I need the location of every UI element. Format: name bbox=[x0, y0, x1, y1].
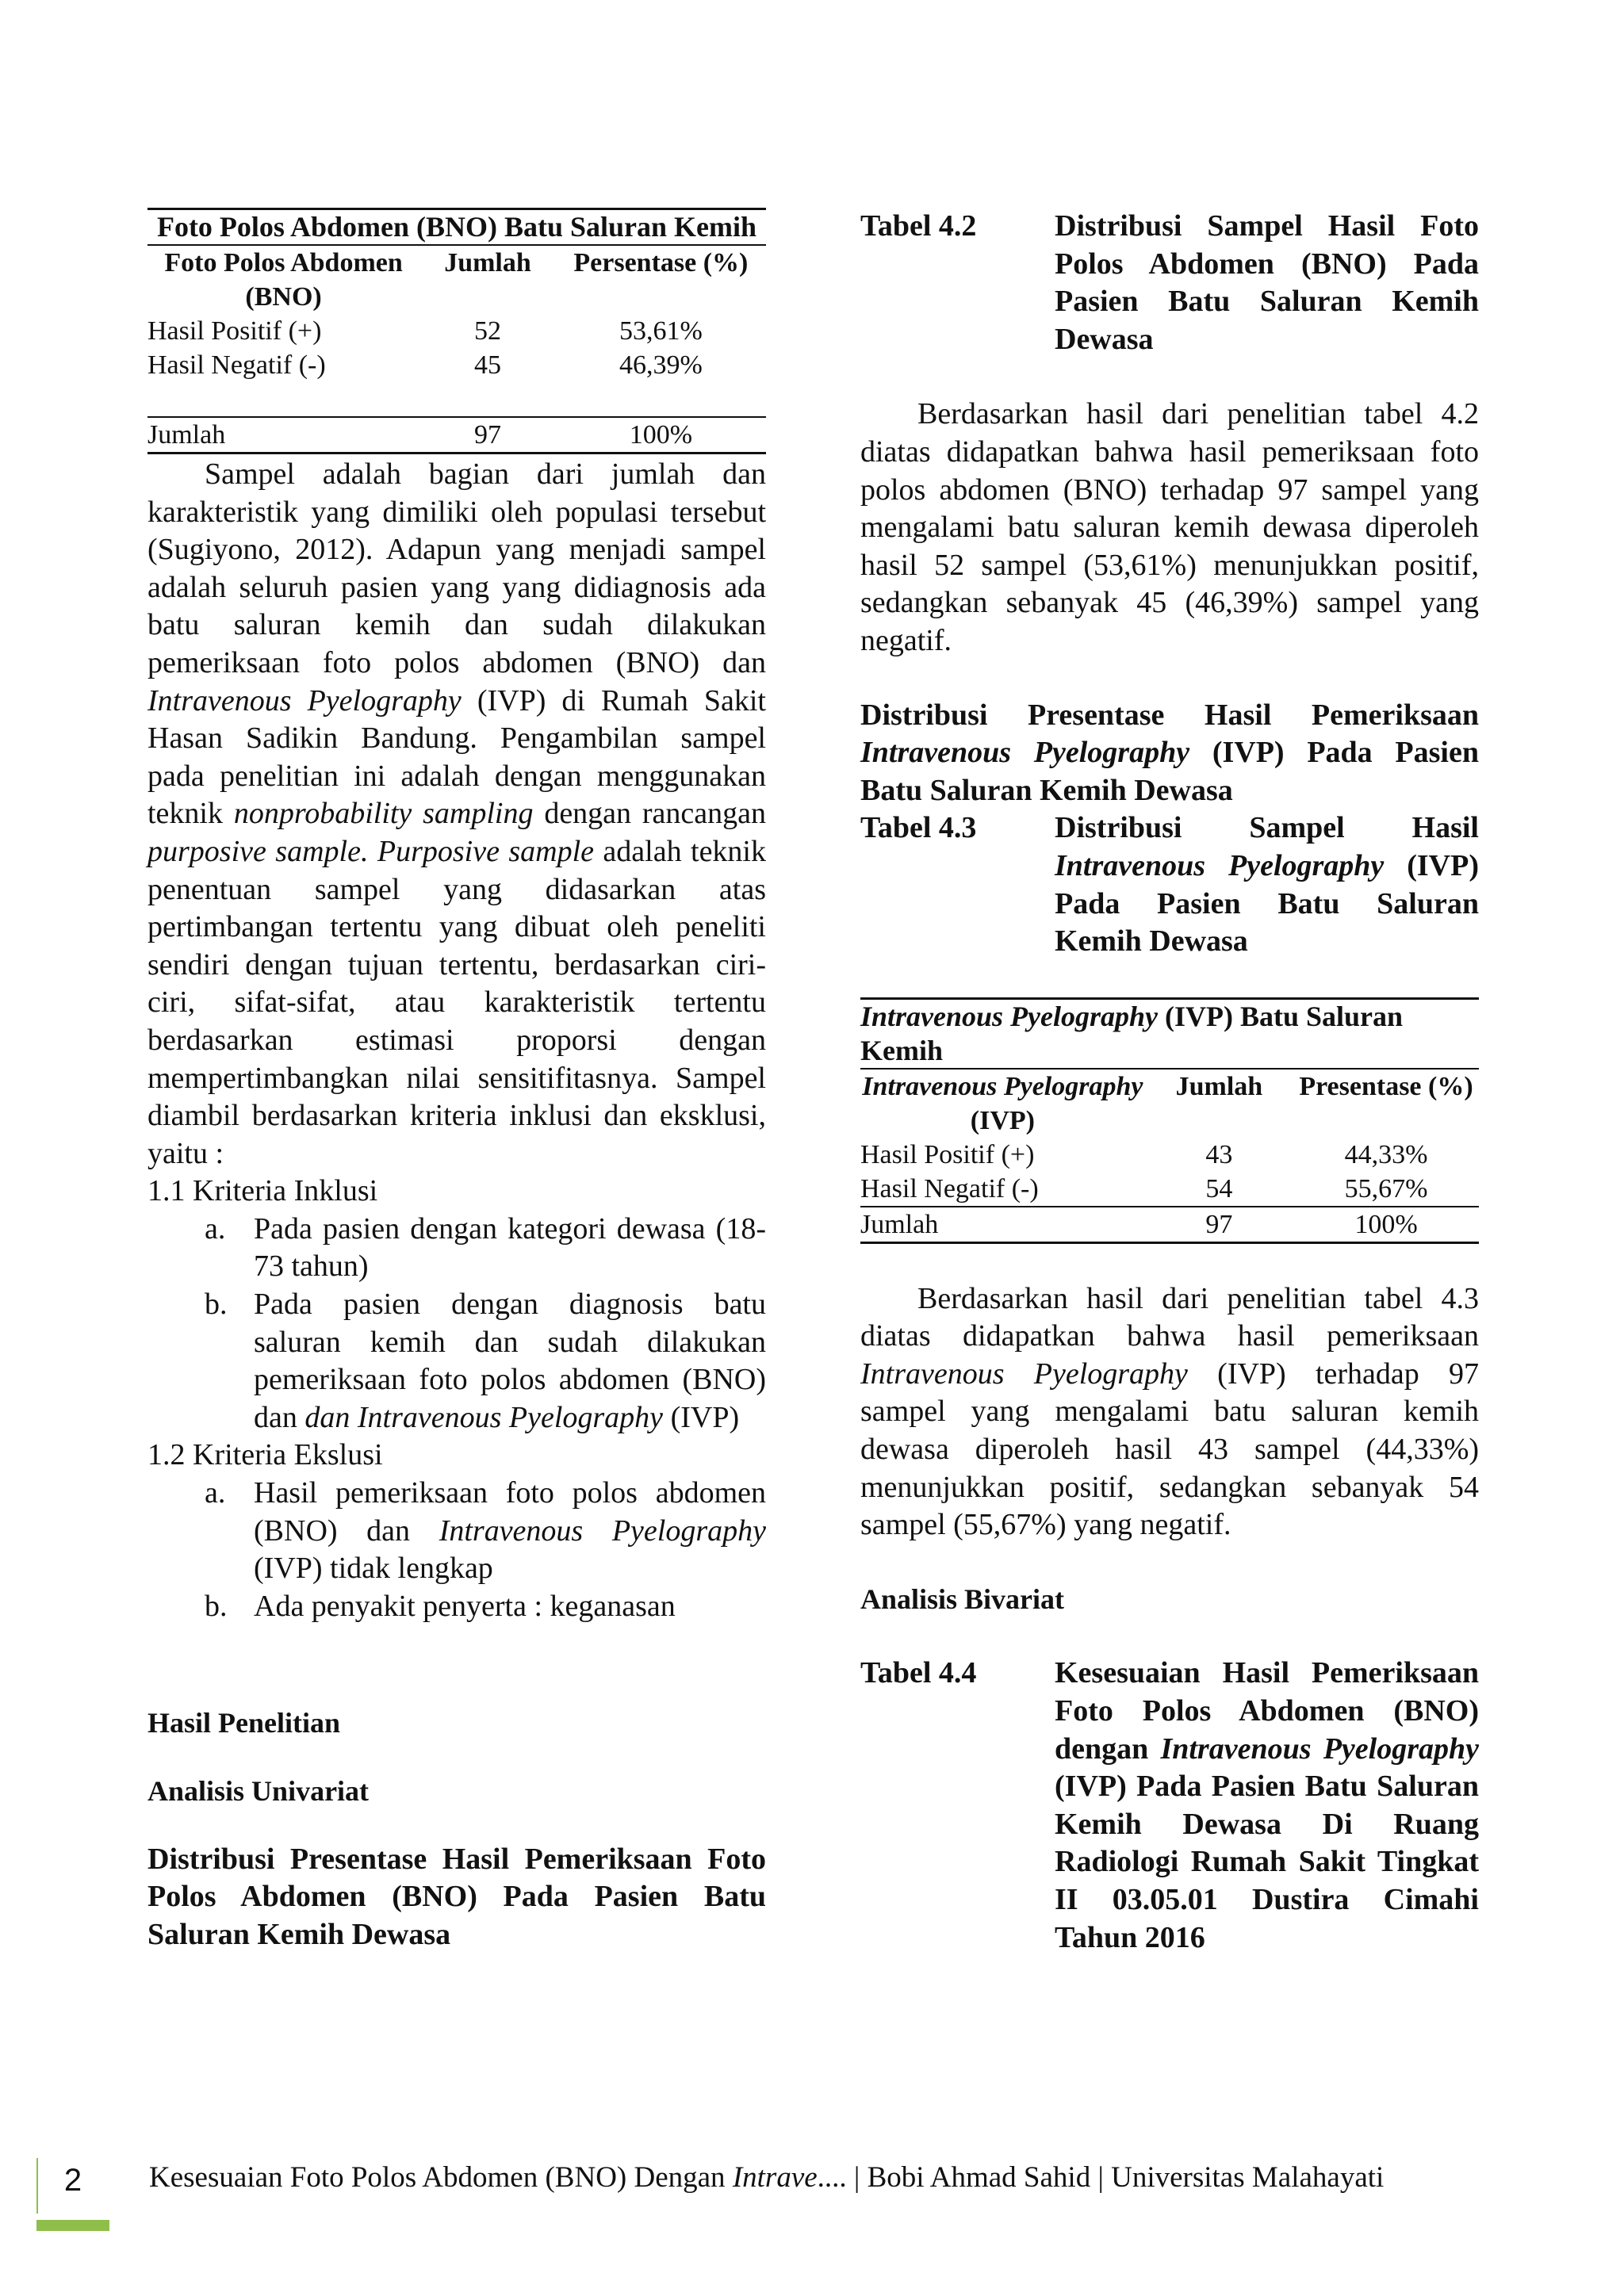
text-run: Kesesuaian Foto Polos Abdomen (BNO) Dengan bbox=[149, 2161, 733, 2194]
text-run-italic: Intravenous Pyelography bbox=[860, 1000, 1159, 1032]
text-run: Berdasarkan hasil dari penelitian tabel 4.3 diatas didapatkan bahwa hasil pemeriksaan bbox=[860, 1281, 1479, 1353]
table-cell: 52 bbox=[473, 316, 501, 346]
table-row bbox=[860, 1138, 1479, 1172]
table-cell: Jumlah bbox=[860, 1207, 1145, 1243]
text-run-italic: Intravenous Pyelography bbox=[862, 1071, 1143, 1101]
table-header-cell bbox=[860, 1069, 1145, 1138]
table-ivp bbox=[860, 997, 1479, 1244]
text-run: (IVP) Pada Pasien Batu Saluran Kemih Dewasa Di Ruang Radiologi Rumah Sakit Tingkat II 03.05.01 Dustira Cimahi Tahun 2016 bbox=[1055, 1770, 1479, 1954]
list-marker: b. bbox=[205, 1288, 228, 1322]
tabel-label: Tabel 4.2 bbox=[860, 209, 977, 243]
text-run: Distribusi Sampel Hasil bbox=[1055, 811, 1479, 845]
list-item-text bbox=[254, 1475, 766, 1588]
text-run: Hasil pemeriksaan foto polos abdomen (BNO) dan bbox=[254, 1476, 766, 1548]
tabel-title-text bbox=[1055, 809, 1479, 960]
section-heading-bivariat: Analisis Bivariat bbox=[860, 1582, 1065, 1615]
running-footer bbox=[149, 2160, 1384, 2195]
tabel-4-2-title bbox=[860, 208, 1479, 358]
text-run-italic: dan Intravenous Pyelography bbox=[304, 1400, 664, 1434]
footer-accent-bar bbox=[36, 2220, 109, 2231]
list-item bbox=[205, 1211, 766, 1286]
text-run: Kesesuaian Hasil Pemeriksaan Foto Polos Abdomen (BNO) dengan bbox=[1055, 1656, 1479, 1766]
text-run: (IVP) Batu Saluran Kemih bbox=[860, 1000, 1404, 1066]
table-header-cell: Persentase (%) bbox=[556, 245, 766, 314]
tabel-4-3-title bbox=[860, 809, 1479, 960]
tabel-label: Tabel 4.3 bbox=[860, 811, 977, 845]
text-run-italic: Intravenous Pyelography bbox=[147, 683, 462, 718]
table-ivp-caption bbox=[860, 998, 1479, 1069]
text-run: (IVP) bbox=[970, 1105, 1035, 1135]
table-bno bbox=[147, 208, 766, 454]
table-header-cell: Presentase (%) bbox=[1293, 1069, 1479, 1138]
right-column bbox=[860, 208, 1479, 1957]
table-cell: 55,67% bbox=[1344, 1173, 1428, 1203]
dist-bno-heading: Distribusi Presentase Hasil Pemeriksaan Foto Polos Abdomen (BNO) Pada Pasien Batu Saluran Kemih Dewasa bbox=[147, 1842, 766, 1951]
table-bno-caption: Foto Polos Abdomen (BNO) Batu Saluran Kemih bbox=[147, 209, 766, 246]
text-run: .... | Bobi Ahmad Sahid | Universitas Malahayati bbox=[817, 2161, 1385, 2194]
table-header-cell: Foto Polos Abdomen (BNO) bbox=[147, 245, 419, 314]
table-cell: 97 bbox=[419, 417, 556, 453]
table-cell: 53,61% bbox=[619, 316, 703, 346]
list-marker: b. bbox=[205, 1589, 228, 1623]
section-heading-univariat: Analisis Univariat bbox=[147, 1775, 370, 1807]
table-cell: 43 bbox=[1205, 1139, 1233, 1169]
sample-paragraph bbox=[147, 456, 766, 1173]
table-cell: 54 bbox=[1205, 1173, 1233, 1203]
table-cell: 100% bbox=[556, 417, 766, 453]
table-cell: 44,33% bbox=[1344, 1139, 1428, 1169]
paragraph-4-2: Berdasarkan hasil dari penelitian tabel 4.2 diatas didapatkan bahwa hasil pemeriksaan foto polos abdomen (BNO) terhadap 97 sampel yang mengalami batu saluran kemih dewasa diperoleh hasil 52 sampel (53,61%) menunjukkan positif, sedangkan sebanyak 45 (46,39%) sampel yang negatif. bbox=[860, 397, 1479, 657]
table-total-row bbox=[147, 417, 766, 453]
text-run-italic: Intravenous Pyelography bbox=[860, 736, 1190, 770]
text-run-italic: nonprobability sampling bbox=[233, 797, 534, 831]
table-cell: Hasil Negatif (-) bbox=[147, 350, 326, 380]
text-run: (IVP) terhadap 97 sampel yang mengalami batu saluran kemih dewasa diperoleh hasil 43 sampel (44,33%) menunjukkan positif, sedangkan sebanyak 54 sampel (55,67%) yang negatif. bbox=[860, 1357, 1479, 1542]
table-cell: Jumlah bbox=[147, 417, 419, 453]
list-marker: a. bbox=[205, 1211, 226, 1246]
text-run: dengan rancangan bbox=[533, 797, 766, 831]
left-column bbox=[147, 208, 766, 1954]
table-cell: Hasil Positif (+) bbox=[860, 1139, 1035, 1169]
text-run: Distribusi Presentase Hasil Pemeriksaan bbox=[860, 698, 1479, 732]
text-run: (IVP) di Rumah Sakit Hasan Sadikin Bandung. Pengambilan sampel pada penelitian ini adalah dengan menggunakan teknik bbox=[147, 683, 766, 831]
list-item bbox=[205, 1475, 766, 1588]
table-cell: 46,39% bbox=[619, 350, 703, 380]
paragraph-4-3 bbox=[860, 1280, 1479, 1544]
text-run: Sampel adalah bagian dari jumlah dan karakteristik yang dimiliki oleh populasi tersebut (Sugiyono, 2012). Adapun yang menjadi sampel adalah seluruh pasien yang yang didiagnosis ada batu saluran kemih dan sudah dilakukan pemeriksaan foto polos abdomen (BNO) dan bbox=[147, 457, 766, 679]
text-run-italic: Intravenous Pyelography bbox=[1160, 1732, 1479, 1766]
tabel-title-text: Distribusi Sampel Hasil Foto Polos Abdomen (BNO) Pada Pasien Batu Saluran Kemih Dewasa bbox=[1055, 209, 1479, 356]
table-row bbox=[147, 348, 766, 382]
inklusi-heading: 1.1 Kriteria Inklusi bbox=[147, 1174, 378, 1208]
list-item-text: Ada penyakit penyerta : keganasan bbox=[254, 1589, 676, 1623]
text-run-italic: purposive sample. Purposive sample bbox=[147, 834, 595, 868]
list-marker: a. bbox=[205, 1476, 226, 1510]
table-cell: Hasil Positif (+) bbox=[147, 316, 322, 346]
list-item-text: Pada pasien dengan kategori dewasa (18-73 tahun) bbox=[254, 1211, 766, 1284]
table-cell: 100% bbox=[1293, 1207, 1479, 1243]
text-run-italic: Intrave bbox=[732, 2161, 818, 2194]
text-run-italic: Intravenous Pyelography bbox=[860, 1357, 1188, 1391]
tabel-label: Tabel 4.4 bbox=[860, 1656, 977, 1690]
eksklusi-heading: 1.2 Kriteria Ekslusi bbox=[147, 1438, 383, 1472]
text-run-italic: Intravenous Pyelography bbox=[1055, 848, 1385, 882]
table-ivp-header bbox=[860, 1069, 1479, 1138]
tabel-4-4-title bbox=[860, 1655, 1479, 1957]
table-header-cell: Jumlah bbox=[419, 245, 556, 314]
text-run: (IVP) Pada Pasien Batu Saluran Kemih Dewasa bbox=[1055, 848, 1479, 959]
text-run: adalah teknik penentuan sampel yang didasarkan atas pertimbangan tertentu yang dibuat oleh peneliti sendiri dengan tujuan tertentu, berdasarkan ciri-ciri, sifat-sifat, atau karakteristik tertentu berdasarkan estimasi proporsi dengan mempertimbangkan nilai sensitifitasnya. Sampel diambil berdasarkan kriteria inklusi dan eksklusi, yaitu : bbox=[147, 834, 766, 1170]
text-run: (IVP) Pada Pasien Batu Saluran Kemih Dewasa bbox=[860, 736, 1479, 807]
text-run: (IVP) bbox=[663, 1400, 740, 1434]
table-row bbox=[860, 1172, 1479, 1207]
table-cell: 97 bbox=[1145, 1207, 1293, 1243]
text-run: (IVP) tidak lengkap bbox=[254, 1552, 493, 1586]
text-run: Pada pasien dengan diagnosis batu saluran kemih dan sudah dilakukan pemeriksaan foto polos abdomen (BNO) dan bbox=[254, 1288, 766, 1434]
table-bno-header bbox=[147, 245, 766, 314]
page-number: 2 bbox=[63, 2163, 82, 2198]
list-item-text bbox=[254, 1286, 766, 1437]
section-heading-hasil: Hasil Penelitian bbox=[147, 1707, 340, 1739]
text-run-italic: Intravenous Pyelography bbox=[439, 1513, 766, 1548]
table-cell: Hasil Negatif (-) bbox=[860, 1173, 1039, 1203]
list-item bbox=[205, 1286, 766, 1437]
dist-ivp-heading bbox=[860, 697, 1479, 810]
list-item bbox=[205, 1588, 766, 1626]
table-header-cell: Jumlah bbox=[1145, 1069, 1293, 1138]
tabel-title-text bbox=[1055, 1655, 1479, 1957]
table-cell: 45 bbox=[473, 350, 501, 380]
table-row bbox=[147, 314, 766, 348]
table-total-row bbox=[860, 1207, 1479, 1243]
